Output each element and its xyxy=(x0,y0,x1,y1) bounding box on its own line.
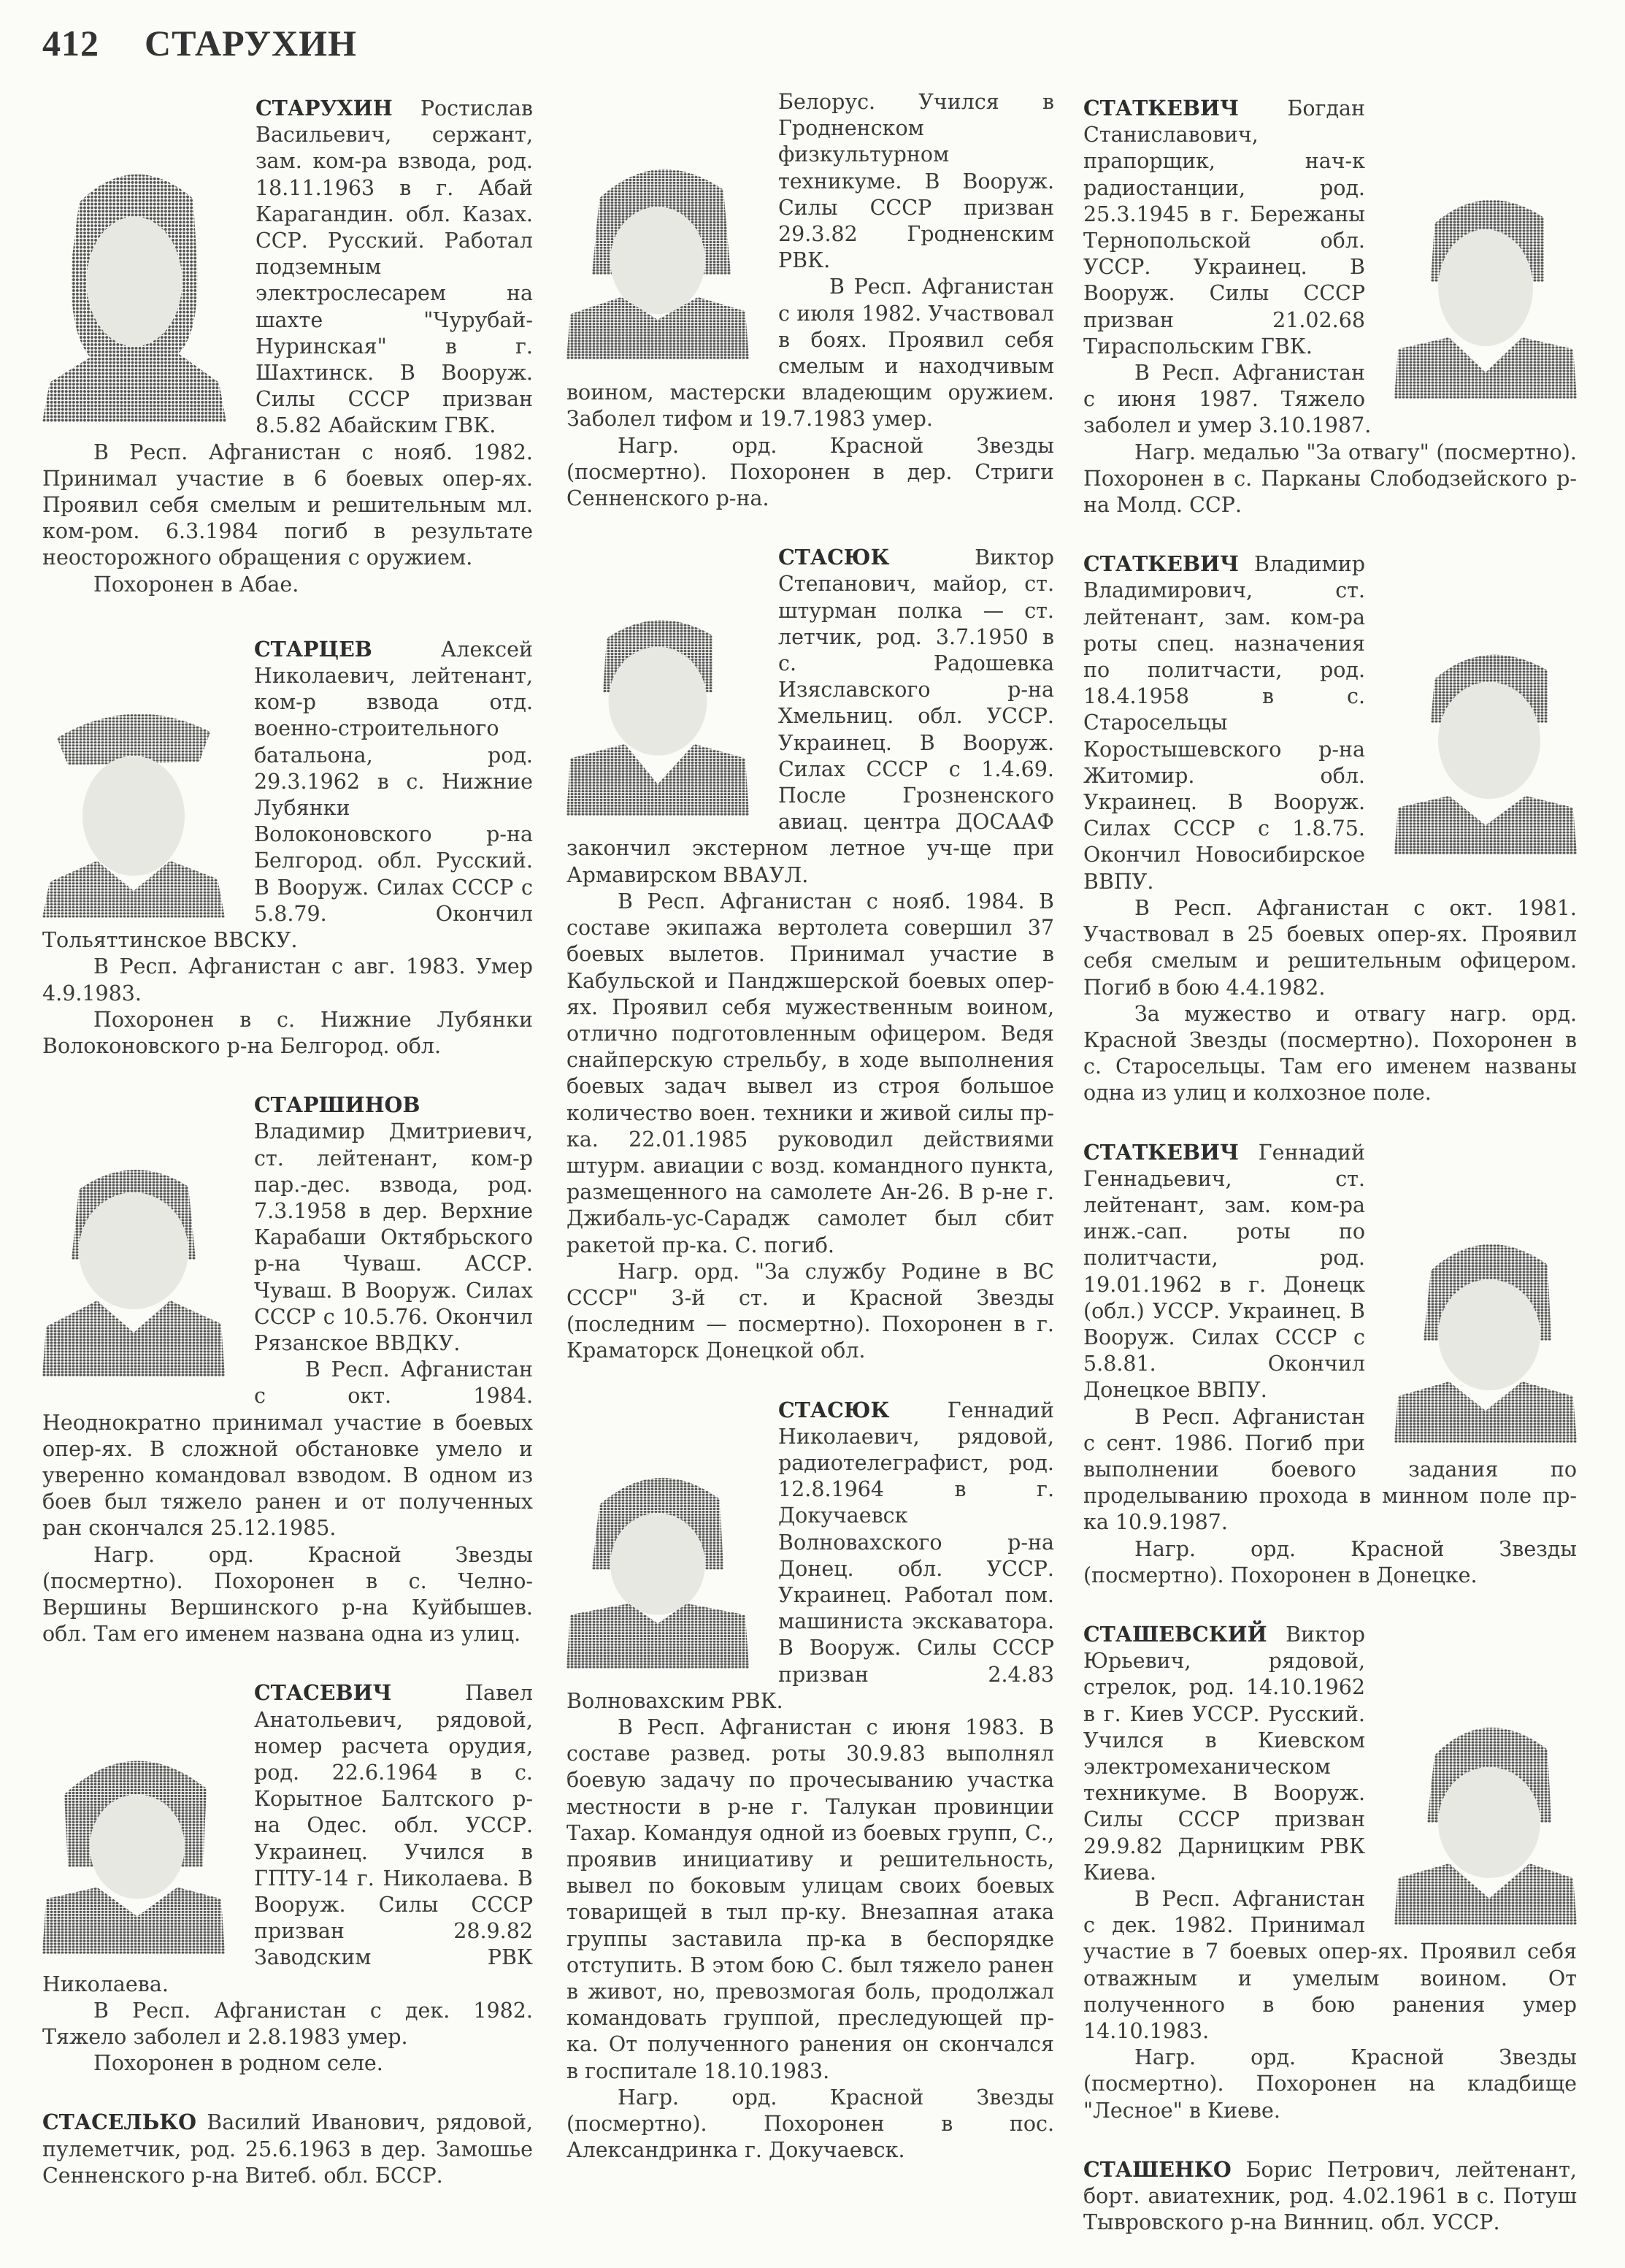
entry-paragraph: Нагр. орд. Красной Звезды (посмертно). Похоронен в Донецке. xyxy=(1083,1536,1577,1587)
entry-staselko xyxy=(42,2109,533,2189)
entry-paragraph: В Респ. Афганистан с окт. 1981. Участвовал в 25 боевых опер-ях. Проявил себя смелым и решительным офицером. Погиб в бою 4.4.1982. xyxy=(1083,895,1577,1000)
entry-paragraph: Нагр. медалью "За отвагу" (посмертно). Похоронен в с. Парканы Слободзейского р-на Молд. ССР. xyxy=(1083,440,1577,518)
portrait-photo xyxy=(42,152,226,422)
running-title: СТАРУХИН xyxy=(145,23,357,64)
column-2 xyxy=(566,89,1054,2196)
portrait-icon xyxy=(1394,1224,1577,1443)
entry-paragraph: Нагр. орд. Красной Звезды (посмертно). Похоронен на кладбище "Лесное" в Киеве. xyxy=(1083,2045,1577,2123)
portrait-icon xyxy=(42,1736,225,1954)
entry-lead: Виктор Степанович, майор, ст. штурман полка — ст. летчик, род. 3.7.1950 в с. Радошевка Изяславского р-на Хмельниц. обл. УССР. Украинец. В Вооруж. Силах СССР с 1.4.69. После Грозненского авиац. центра ДОСААФ закончил экстерном летное уч-ще при Армавирском ВВАУЛ. xyxy=(566,545,1054,887)
entry-paragraph: В Респ. Афганистан с июня 1987. Тяжело заболел и умер 3.10.1987. xyxy=(1083,361,1372,438)
portrait-photo xyxy=(1394,635,1577,854)
entry-surname: СТАСЮК xyxy=(778,545,890,570)
portrait-photo xyxy=(566,148,749,359)
column-3 xyxy=(1083,95,1577,2268)
portrait-photo xyxy=(566,601,749,816)
entry-paragraph: В Респ. Афганистан с дек. 1982. Тяжело заболел и 2.8.1983 умер. xyxy=(42,1998,533,2050)
entry-lead: Владимир Владимирович, ст. лейтенант, зам. ком-ра роты спец. назначения по политчасти, род. 18.4.1958 в с. Старосельцы Коростышевского р-на Житомир. обл. Украинец. В Вооруж. Силах СССР с 1.8.75. Окончил Новосибирское ВВПУ. xyxy=(1083,552,1365,894)
entry-lead: Белорус. Учился в Гродненском физкультурном техникуме. В Вооруж. Силы СССР призван 29.3.82 Гродненским РВК. xyxy=(778,90,1054,273)
entry-paragraph: В Респ. Афганистан с дек. 1982. Принимал участие в 7 боевых опер-ях. Проявил себя отважным и умелым воином. От полученного в бою ранения умер 14.10.1983. xyxy=(1083,1887,1577,2044)
entry-lead: Геннадий Геннадьевич, ст. лейтенант, зам. ком-ра инж.-сап. роты по политчасти, род. 19.01.1962 в г. Донецк (обл.) УССР. Украинец. В Вооруж. Силах СССР с 5.8.81. Окончил Донецкое ВВПУ. xyxy=(1083,1140,1365,1403)
entry-statkevich-bogdan xyxy=(1083,95,1577,518)
entry-surname: СТАРШИНОВ xyxy=(254,1092,420,1118)
page-number: 412 xyxy=(42,23,99,64)
entry-statkevich-vladimir xyxy=(1083,551,1577,1106)
entry-surname: СТАРУХИН xyxy=(256,96,393,120)
portrait-icon xyxy=(566,1457,749,1669)
entry-lead: Павел Анатольевич, рядовой, номер расчета орудия, род. 22.6.1964 в с. Корытное Балтского р-на Одес. обл. УССР. Украинец. Учился в ГПТУ-14 г. Николаева. В Вооруж. Силы СССР призван 28.9.82 Заводским РВК Николаева. xyxy=(42,1681,533,1996)
entry-paragraph: В Респ. Афганистан с нояб. 1982. Принимал участие в 6 боевых опер-ях. Проявил себя смелым и решительным мл. ком-ром. 6.3.1984 погиб в результате неосторожного обращения с оружием. xyxy=(42,440,533,570)
entry-lead: Борис Петрович, лейтенант, борт. авиатехник, род. 4.02.1961 в с. Потуш Тывровского р-на Винниц. обл. УССР. xyxy=(1083,2157,1577,2235)
entry-starukhin xyxy=(42,95,533,598)
entry-paragraph: В Респ. Афганистан с сент. 1986. Погиб при выполнении боевого задания по проделыванию прохода в минном поле пр-ка 10.9.1987. xyxy=(1083,1404,1577,1535)
entry-paragraph: Нагр. орд. Красной Звезды (посмертно). Похоронен в пос. Александринка г. Докучаевск. xyxy=(566,2085,1054,2163)
entry-paragraph: В Респ. Афганистан с окт. 1984. Неоднократно принимал участие в боевых опер-ях. В сложной обстановке умело и уверенно командовал взводом. В одном из боев был тяжело ранен и от полученных ран скончался 25.12.1985. xyxy=(42,1357,533,1541)
portrait-photo xyxy=(1394,1224,1577,1443)
portrait-icon xyxy=(42,152,226,422)
portrait-icon xyxy=(566,601,749,816)
portrait-icon xyxy=(566,148,749,359)
entry-stasyuk-viktor xyxy=(566,544,1054,1364)
portrait-photo xyxy=(1394,1706,1577,1925)
entry-lead: Владимир Дмитриевич, ст. лейтенант, ком-р пар.-дес. взвода, род. 7.3.1958 в дер. Верхние Карабаши Октябрьского р-на Чуваш. АССР. Чуваш. В Вооруж. Силах СССР с 10.5.76. Окончил Рязанское ВВДКУ. xyxy=(254,1119,533,1355)
entry-surname: СТАРЦЕВ xyxy=(254,636,372,662)
entry-surname: СТАТКЕВИЧ xyxy=(1083,551,1239,577)
page-header xyxy=(42,22,357,64)
entry-stashenko xyxy=(1083,2156,1577,2237)
entry-paragraph: Похоронен в родном селе. xyxy=(93,2051,383,2076)
entry-startsev xyxy=(42,636,533,1060)
entry-paragraph: Похоронен в Абае. xyxy=(93,572,299,597)
entry-surname: СТАСЕВИЧ xyxy=(254,1680,392,1706)
entry-paragraph: Нагр. орд. Красной Звезды (посмертно). Похоронен в дер. Стриги Сенненского р-на. xyxy=(566,433,1054,511)
entry-lead: Ростислав Васильевич, сержант, зам. ком-ра взвода, род. 18.11.1963 в г. Абай Карагандин. обл. Казах. ССР. Русский. Работал подземным электрослесарем на шахте "Чурубай-Нуринская" в г. Шахтинск. В Вооруж. Силы СССР призван 8.5.82 Абайским ГВК. xyxy=(256,96,533,438)
portrait-icon xyxy=(1394,1706,1577,1925)
portrait-icon xyxy=(1394,180,1577,399)
entry-lead: Геннадий Николаевич, рядовой, радиотелеграфист, род. 12.8.1964 в г. Докучаевск Волновахского р-на Донец. обл. УССР. Украинец. Работал пом. машиниста экскаватора. В Вооруж. Силы СССР призван 2.4.83 Волновахским РВК. xyxy=(566,1398,1054,1713)
entry-paragraph: Нагр. орд. "За службу Родине в ВС СССР" 3-й ст. и Красной Звезды (последним — посмертно). Похоронен в г. Краматорск Донецкой обл. xyxy=(566,1259,1054,1363)
entry-surname: СТАСЮК xyxy=(778,1397,890,1422)
entry-statkevich-gennadiy xyxy=(1083,1139,1577,1589)
entry-lead: Виктор Юрьевич, рядовой, стрелок, род. 14.10.1962 в г. Киев УССР. Русский. Учился в Киевском электромеханическом техникуме. В Вооруж. Силы СССР призван 29.9.82 Дарницким РВК Киева. xyxy=(1083,1622,1365,1885)
portrait-icon xyxy=(1394,635,1577,854)
entry-surname: СТАШЕВСКИЙ xyxy=(1083,1621,1267,1647)
entry-lead: Богдан Станиславович, прапорщик, нач-к радиостанции, род. 25.3.1945 в г. Бережаны Тернопольской обл. УССР. Украинец. В Вооруж. Силы СССР призван 21.02.68 Тираспольским ГВК. xyxy=(1083,96,1365,359)
entry-stasevich xyxy=(42,1679,533,2077)
column-1 xyxy=(42,95,533,2221)
entry-paragraph: Похоронен в с. Нижние Лубянки Волоконовского р-на Белгород. обл. xyxy=(42,1007,533,1058)
entry-paragraph: В Респ. Афганистан с нояб. 1984. В составе экипажа вертолета совершил 37 боевых вылетов. Принимал участие в Кабульской и Панджшерской боевых опер-ях. Проявил себя мужественным воином, отлично подготовленным офицером. Ведя снайперскую стрельбу, в ходе выполнения боевых задач вывел из строя большое количество воен. техники и живой силы пр-ка. 22.01.1985 руководил действиями штурм. авиации с возд. командного пункта, размещенного на самолете Ан-26. В р-не г. Джибаль-ус-Сарадж самолет был сбит ракетой пр-ка. С. погиб. xyxy=(566,889,1054,1257)
entry-surname: СТАТКЕВИЧ xyxy=(1083,96,1239,120)
entry-surname: СТАШЕНКО xyxy=(1083,2156,1232,2182)
portrait-icon xyxy=(42,1157,225,1376)
portrait-icon xyxy=(42,693,225,918)
entry-surname: СТАТКЕВИЧ xyxy=(1083,1139,1239,1165)
entry-surname: СТАСЕЛЬКО xyxy=(42,2110,196,2135)
entry-stashevskiy xyxy=(1083,1621,1577,2124)
portrait-photo xyxy=(1394,180,1577,399)
entry-stasyuk-gennadiy xyxy=(566,1397,1054,2164)
portrait-photo xyxy=(566,1457,749,1669)
entry-starshinov xyxy=(42,1092,533,1647)
entry-lead: Василий Иванович, рядовой, пулеметчик, род. 25.6.1963 в дер. Замошье Сенненского р-на Витеб. обл. БССР. xyxy=(42,2110,533,2188)
entry-paragraph: За мужество и отвагу нагр. орд. Красной Звезды (посмертно). Похоронен в с. Старосельцы. Там его именем названы одна из улиц и колхозное поле. xyxy=(1083,1001,1577,1106)
entry-lead: Алексей Николаевич, лейтенант, ком-р взвода отд. военно-строительного батальона, род. 29.3.1962 в с. Нижние Лубянки Волоконовского р-на Белгород. обл. Русский. В Вооруж. Силах СССР с 5.8.79. Окончил Тольяттинское ВВСКУ. xyxy=(42,637,533,953)
entry-paragraph: В Респ. Афганистан с авг. 1983. Умер 4.9.1983. xyxy=(42,954,533,1005)
entry-paragraph: Нагр. орд. Красной Звезды (посмертно). Похоронен в с. Челно-Вершины Вершинского р-на Куйбышев. обл. Там его именем названа одна из улиц. xyxy=(42,1542,533,1647)
entry-staselko-continued xyxy=(566,89,1054,512)
portrait-photo xyxy=(42,1157,225,1376)
portrait-photo xyxy=(42,693,225,918)
portrait-photo xyxy=(42,1736,225,1954)
entry-paragraph: В Респ. Афганистан с июля 1982. Участвовал в боях. Проявил себя смелым и находчивым воином, мастерски владеющим оружием. Заболел тифом и 19.7.1983 умер. xyxy=(566,275,1054,432)
entry-paragraph: В Респ. Афганистан с июня 1983. В составе развед. роты 30.9.83 выполнял боевую задачу по прочесыванию участка местности в р-не г. Талукан провинции Тахар. Командуя одной из боевых групп, С., проявив инициативу и решительность, вывел по боковым улицам своих боевых товарищей в тыл пр-ку. Внезапная атака группы заставила пр-ка в беспорядке отступить. В этом бою С. был тяжело ранен в живот, но, превозмогая боль, продолжал командовать группой, преследующей пр-ка. От полученного ранения он скончался в госпитале 18.10.1983. xyxy=(566,1715,1054,2083)
